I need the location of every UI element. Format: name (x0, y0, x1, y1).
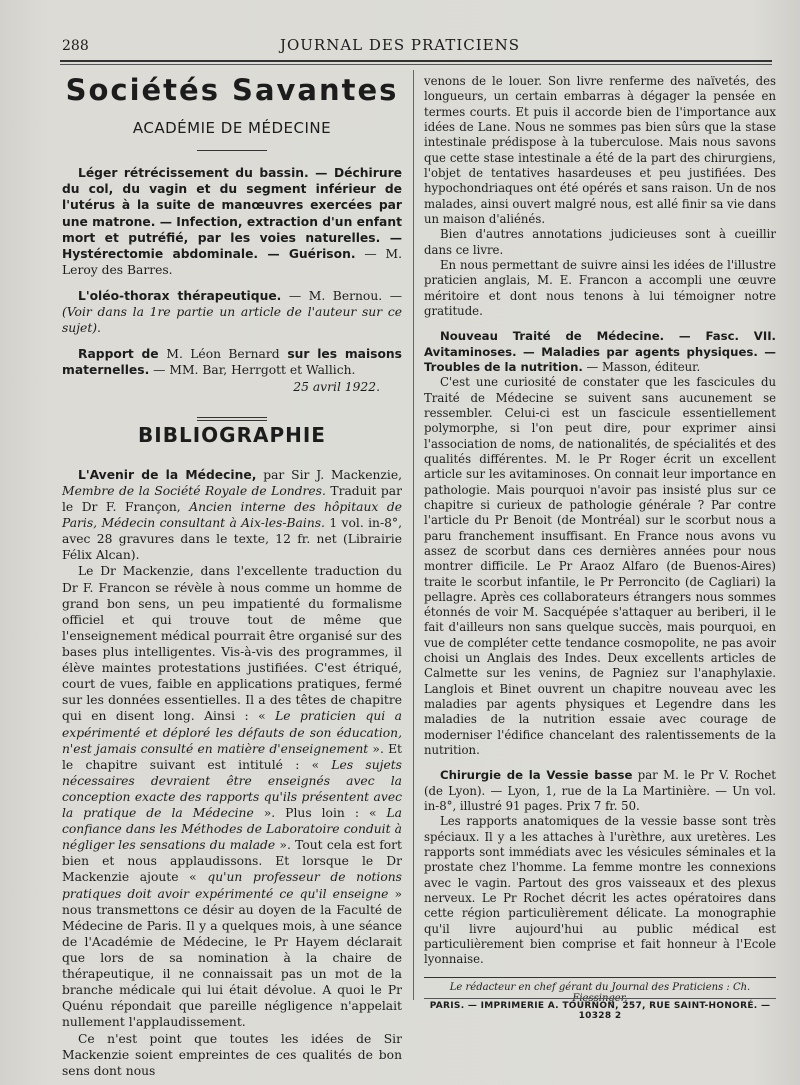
review-para-2: Bien d'autres annotations judicieuses sont à cueillir dans ce livre. (424, 227, 776, 257)
footer-rule-2 (424, 998, 776, 999)
right-column (424, 74, 776, 968)
editor-note: Le rédacteur en chef gérant du Journal des Praticiens : Ch. Fiessinger. (449, 982, 751, 1004)
book-1-review: Le Dr Mackenzie, dans l'excellente traduction du Dr F. Francon se révèle à nous comme un homme de grand bon sens, un peu impatienté du formalisme officiel et qui trouve tout de même que l'enseignement médical pourrait être organisé sur des bases plus intelligentes. Vis-à-vis des programmes, il élève maintes protestations justifiées. C'est étriqué, court de vues, faible en applications pratiques, fermé sur les données essentielles. Il a des têtes de chapitre qui en disent long. Ainsi : « Le praticien qui a expérimenté et déploré les défauts de son éducation, n'est jamais consulté en matière d'enseignement ». Et le chapitre suivant est intitulé : « Les sujets nécessaires devraient être enseignés avec la conception exacte des rapports qu'ils présentent avec la pratique de la Médecine ». Plus loin : « La confiance dans les Méthodes de Laboratoire conduit à négliger les sensations du malade ». Tout cela est fort bien et nous applaudissons. Et lorsque le Dr Mackenzie ajoute « qu'un professeur de notions pratiques doit avoir expérimenté ce qu'il enseigne » nous transmettons ce désir au doyen de la Faculté de Médecine de Paris. Il y a quelques mois, à une séance de l'Académie de Médecine, le Pr Hayem déclarait que lors de sa nomination à la chaire de thérapeutique, il ne connaissait pas un mot de la branche médicale qui lui était dévolue. A quoi le Pr Quénu répondait que pareille négligence n'appelait nullement l'applaudissement. (62, 564, 402, 1030)
header-rule-thin (60, 64, 772, 65)
column-divider (413, 70, 414, 1000)
section-title: Sociétés Savantes (65, 73, 399, 107)
entry-1-author: — M. Leroy des Barres. (62, 246, 402, 277)
entry-2-author: — M. Bernou. — (281, 288, 402, 303)
running-title: JOURNAL DES PRATICIENS (279, 36, 521, 54)
header-rule (60, 60, 772, 62)
book-3-review: Les rapports anatomiques de la vessie basse sont très spéciaux. Il y a les attaches à l'urèthre, aux uretères. Les rapports sont immédiats avec les vésicules séminales et la prostate chez l'homme. La femme montre les connexions avec le vagin. Partout des gros vaisseaux et des plexus nerveux. Le Pr Rochet décrit les actes opératoires dans cette région particulièrement délicate. La monographie qu'il livre aujourd'hui au public médical est particulièrement bien comprise et fait honneur à l'Ecole lyonnaise. (424, 814, 776, 967)
entry-2-title: L'oléo-thorax thérapeutique. (78, 288, 282, 303)
bibliography-title: BIBLIOGRAPHIE (138, 422, 326, 447)
meeting-date: 25 avril 1922. (293, 379, 380, 394)
book-3-citation: Chirurgie de la Vessie basse par M. le Pr V. Rochet (de Lyon). — Lyon, 1, rue de la La Martinière. — Un vol. in-8°, illustré 91 pages. Prix 7 fr. 50. (424, 768, 776, 814)
entry-2-note: (Voir dans la 1re partie un article de l'auteur sur ce sujet). (62, 305, 402, 336)
review-continuation: venons de le louer. Son livre renferme des naïvetés, des longueurs, un certain embarras à dégager la pensée en termes courts. Et puis il accorde bien de l'importance aux idées de Lane. Nous ne sommes pas bien sûrs que la stase intestinale prédispose à la tuberculose. Mais nous savons que cette stase intestinale a été de la part des chirurgiens, l'objet de tentatives hasardeuses et peu justifiées. Des hypochondriaques ont été opérés et sans raison. Un de nos malades, ainsi ouvert malgré nous, est allé finir sa vie dans un maison d'aliénés. (424, 74, 776, 226)
entry-2 (62, 288, 402, 336)
double-rule (197, 417, 267, 421)
book-2-citation: Nouveau Traité de Médecine. — Fasc. VII. Avitaminoses. — Maladies par agents physiques. — Troubles de la nutrition. — Masson, éditeur. (424, 329, 776, 374)
section-subtitle: ACADÉMIE DE MÉDECINE (132, 119, 332, 138)
footer-rule (424, 977, 776, 978)
left-column (62, 74, 402, 1079)
entry-1-title: Léger rétrécissement du bassin. — Déchirure du col, du vagin et du segment inférieur de l'utérus à la suite de manœuvres exercées par une matrone. — Infection, extraction d'un enfant mort et putréfié, par les voies naturelles. — Hystérectomie abdominale. — Guérison. (62, 166, 402, 261)
entry-3: Rapport de M. Léon Bernard sur les maisons maternelles. — MM. Bar, Herrgott et Wallich. (62, 347, 402, 378)
entry-3-name: M. Léon Bernard (166, 347, 280, 362)
printer-imprint: PARIS. — IMPRIMERIE A. TOURNON, 257, RUE SAINT-HONORÉ. — 10328 2 (429, 1001, 771, 1021)
book-2-review: C'est une curiosité de constater que les fascicules du Traité de Médecine se suivent sans aucunement se ressembler. Celui-ci est un fascicule essentiellement polymorphe, si l'on peut dire, pour exprimer ainsi l'association de noms, de nationalités, de spécialités et des qualités différentes. M. le Pr Roger écrit un excellent article sur les avitaminoses. On connait leur importance en pathologie. Mais pourquoi n'avoir pas insisté plus sur ce chapitre si curieux de pathologie générale ? Par contre l'article du Pr Benoit (de Montréal) sur le scorbut nous a paru franchement insuffisant. En France nous avons vu assez de scorbut dans ces dernières années pour nous montrer difficile. Le Pr Araoz Alfaro (de Buenos-Aires) traite le scorbut infantile, le Pr Perroncito (de Cagliari) la pellagre. Après ces collaborateurs étrangers nous sommes étonnés de voir M. Sacquépée s'attaquer au beriberi, il le fait d'ailleurs non sans quelque succès, mais pourquoi, en vue de compléter cette tendance cosmopolite, ne pas avoir choisi un Anglais des Indes. Deux excellents articles de Calmette sur les venins, de Pagniez sur l'anaphylaxie. Langlois et Binet ouvrent un chapitre nouveau avec les maladies par agents physiques et Legendre dans les maladies de la nutrition essaie avec courage de moderniser l'édifice chancelant des ralentissements de la nutrition. (424, 375, 776, 758)
review-para-3: En nous permettant de suivre ainsi les idées de l'illustre praticien anglais, M. E. Francon a accompli une œuvre méritoire et dont nous tenons à lui témoigner notre gratitude. (424, 257, 776, 318)
book-1-citation: L'Avenir de la Médecine, par Sir J. Mackenzie, Membre de la Société Royale de Londres. Traduit par le Dr F. Françon, Ancien interne des hôpitaux de Paris, Médecin consultant à Aix-les-Bains. 1 vol. in-8°, avec 28 gravures dans le texte, 12 fr. net (Librairie Félix Alcan). (62, 467, 403, 563)
page-number: 288 (62, 38, 89, 54)
entry-1 (62, 165, 402, 278)
book-1-review-cont: Ce n'est point que toutes les idées de Sir Mackenzie soient empreintes de ces qualités de bon sens dont nous (62, 1031, 402, 1078)
